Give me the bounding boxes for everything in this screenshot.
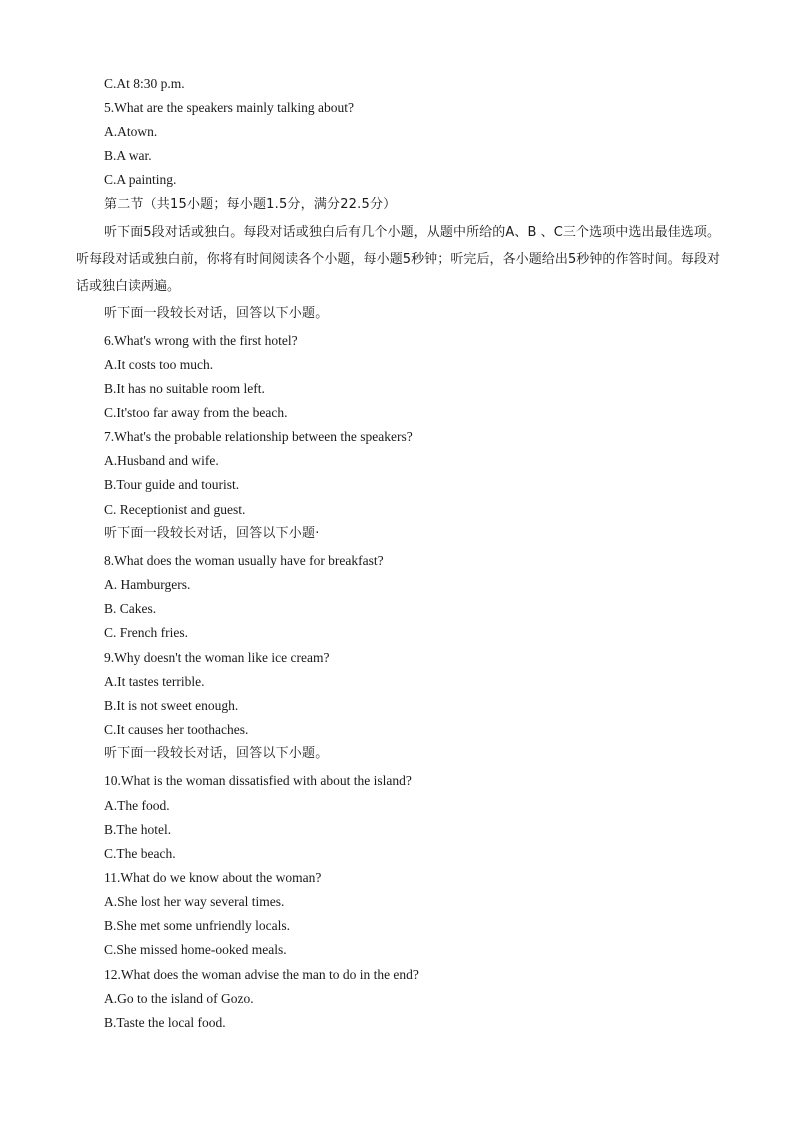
option-10c: C.The beach. xyxy=(104,846,176,861)
option-8c: C. French fries. xyxy=(104,625,188,640)
option-9c: C.It causes her toothaches. xyxy=(104,722,249,737)
option-5c: C.A painting. xyxy=(104,172,177,187)
section-heading: 第二节（共15小题；每小题1.5分，满分22.5分） xyxy=(104,197,397,212)
option-4c: C.At 8:30 p.m. xyxy=(104,76,185,91)
option-8a: A. Hamburgers. xyxy=(104,577,191,592)
option-10b: B.The hotel. xyxy=(104,822,172,837)
option-8b: B. Cakes. xyxy=(104,601,157,616)
question-8: 8.What does the woman usually have for breakfast? xyxy=(104,553,384,568)
question-6: 6.What's wrong with the first hotel? xyxy=(104,333,298,348)
option-5b: B.A war. xyxy=(104,148,152,163)
option-7b: B.Tour guide and tourist. xyxy=(104,477,240,492)
option-11b: B.She met some unfriendly locals. xyxy=(104,918,290,933)
option-6c: C.It'stoo far away from the beach. xyxy=(104,405,288,420)
option-5a: A.Atown. xyxy=(104,124,158,139)
dialogue-instruction-1: 听下面一段较长对话，回答以下小题。 xyxy=(104,306,329,321)
option-6b: B.It has no suitable room left. xyxy=(104,381,265,396)
option-9b: B.It is not sweet enough. xyxy=(104,698,239,713)
question-5: 5.What are the speakers mainly talking about? xyxy=(104,100,355,115)
option-11a: A.She lost her way several times. xyxy=(104,894,285,909)
question-7: 7.What's the probable relationship between the speakers? xyxy=(104,429,413,444)
section-instructions: 听下面5段对话或独白。每段对话或独白后有几个小题，从题中所给的A、B 、C三个选项中选出最佳选项。听每段对话或独白前，你将有时间阅读各个小题，每小题5秒钟；听完后，各小题给出5秒钟的作答时间。每段对话或独白读两遍。 xyxy=(76,225,720,294)
option-7c: C. Receptionist and guest. xyxy=(104,502,246,517)
option-6a: A.It costs too much. xyxy=(104,357,214,372)
option-9a: A.It tastes terrible. xyxy=(104,674,205,689)
option-12b: B.Taste the local food. xyxy=(104,1015,226,1030)
option-7a: A.Husband and wife. xyxy=(104,453,219,468)
question-11: 11.What do we know about the woman? xyxy=(104,870,322,885)
option-12a: A.Go to the island of Gozo. xyxy=(104,991,254,1006)
option-11c: C.She missed home-ooked meals. xyxy=(104,942,287,957)
dialogue-instruction-3: 听下面一段较长对话，回答以下小题。 xyxy=(104,746,329,761)
question-9: 9.Why doesn't the woman like ice cream? xyxy=(104,650,330,665)
dialogue-instruction-2: 听下面一段较长对话，回答以下小题· xyxy=(104,526,320,541)
option-10a: A.The food. xyxy=(104,798,170,813)
question-12: 12.What does the woman advise the man to do in the end? xyxy=(104,967,419,982)
question-10: 10.What is the woman dissatisfied with about the island? xyxy=(104,773,412,788)
